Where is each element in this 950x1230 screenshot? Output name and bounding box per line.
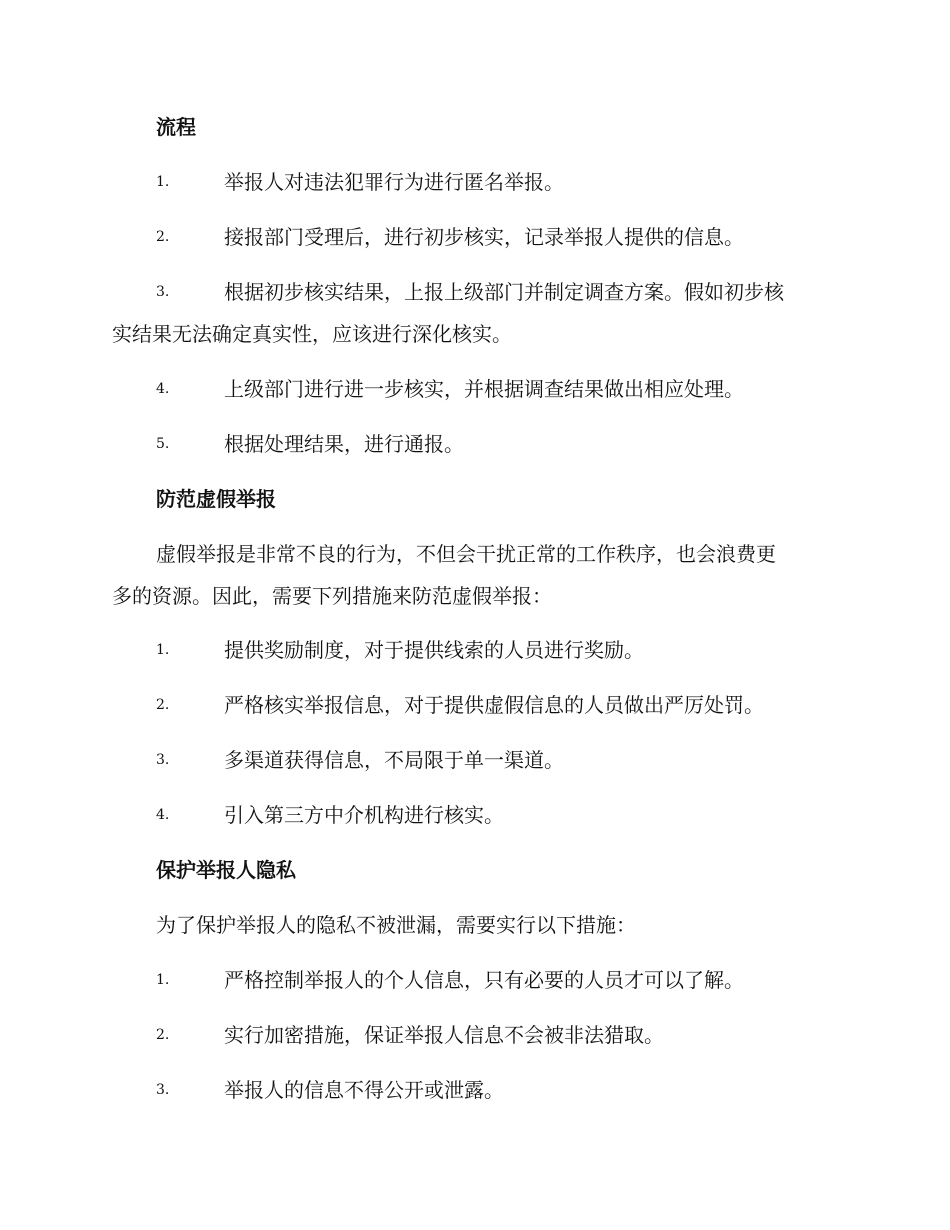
list-text-continuation: 实结果无法确定真实性，应该进行深化核实。 bbox=[112, 322, 512, 346]
prevent-item-3 bbox=[0, 746, 950, 774]
prevent-item-2 bbox=[0, 691, 950, 719]
list-text: 严格控制举报人的个人信息，只有必要的人员才可以了解。 bbox=[224, 968, 744, 992]
list-text: 提供奖励制度，对于提供线索的人员进行奖励。 bbox=[224, 638, 644, 662]
process-item-4 bbox=[0, 375, 950, 403]
list-text: 根据初步核实结果，上报上级部门并制定调查方案。假如初步核 bbox=[224, 280, 784, 304]
list-number: 2. bbox=[156, 697, 170, 713]
prevent-item-4 bbox=[0, 801, 950, 829]
list-number: 4. bbox=[156, 381, 170, 397]
process-item-1 bbox=[0, 168, 950, 196]
list-number: 3. bbox=[156, 1082, 170, 1098]
prevent-intro-line-2: 多的资源。因此，需要下列措施来防范虚假举报： bbox=[112, 584, 552, 608]
process-item-2 bbox=[0, 223, 950, 251]
list-text: 引入第三方中介机构进行核实。 bbox=[224, 803, 504, 827]
list-number: 3. bbox=[156, 284, 170, 300]
privacy-heading: 保护举报人隐私 bbox=[156, 858, 296, 882]
list-number: 1. bbox=[156, 174, 170, 190]
list-text: 举报人的信息不得公开或泄露。 bbox=[224, 1078, 504, 1102]
process-heading: 流程 bbox=[156, 115, 196, 139]
list-number: 3. bbox=[156, 752, 170, 768]
prevent-intro-line-1: 虚假举报是非常不良的行为，不但会干扰正常的工作秩序，也会浪费更 bbox=[156, 542, 776, 566]
prevent-heading: 防范虚假举报 bbox=[156, 487, 276, 511]
process-item-3 bbox=[0, 278, 950, 348]
list-number: 2. bbox=[156, 229, 170, 245]
privacy-item-3 bbox=[0, 1076, 950, 1104]
privacy-intro: 为了保护举报人的隐私不被泄漏，需要实行以下措施： bbox=[156, 913, 636, 937]
list-text: 多渠道获得信息，不局限于单一渠道。 bbox=[224, 748, 564, 772]
list-number: 1. bbox=[156, 642, 170, 658]
process-item-5 bbox=[0, 430, 950, 458]
privacy-item-1 bbox=[0, 966, 950, 994]
list-text: 严格核实举报信息，对于提供虚假信息的人员做出严厉处罚。 bbox=[224, 693, 764, 717]
list-text: 根据处理结果，进行通报。 bbox=[224, 432, 464, 456]
prevent-item-1 bbox=[0, 636, 950, 664]
list-text: 实行加密措施，保证举报人信息不会被非法猎取。 bbox=[224, 1023, 664, 1047]
list-number: 5. bbox=[156, 436, 170, 452]
list-text: 上级部门进行进一步核实，并根据调查结果做出相应处理。 bbox=[224, 377, 744, 401]
list-number: 4. bbox=[156, 807, 170, 823]
privacy-item-2 bbox=[0, 1021, 950, 1049]
list-text: 接报部门受理后，进行初步核实，记录举报人提供的信息。 bbox=[224, 225, 744, 249]
list-number: 2. bbox=[156, 1027, 170, 1043]
list-text: 举报人对违法犯罪行为进行匿名举报。 bbox=[224, 170, 564, 194]
list-number: 1. bbox=[156, 972, 170, 988]
